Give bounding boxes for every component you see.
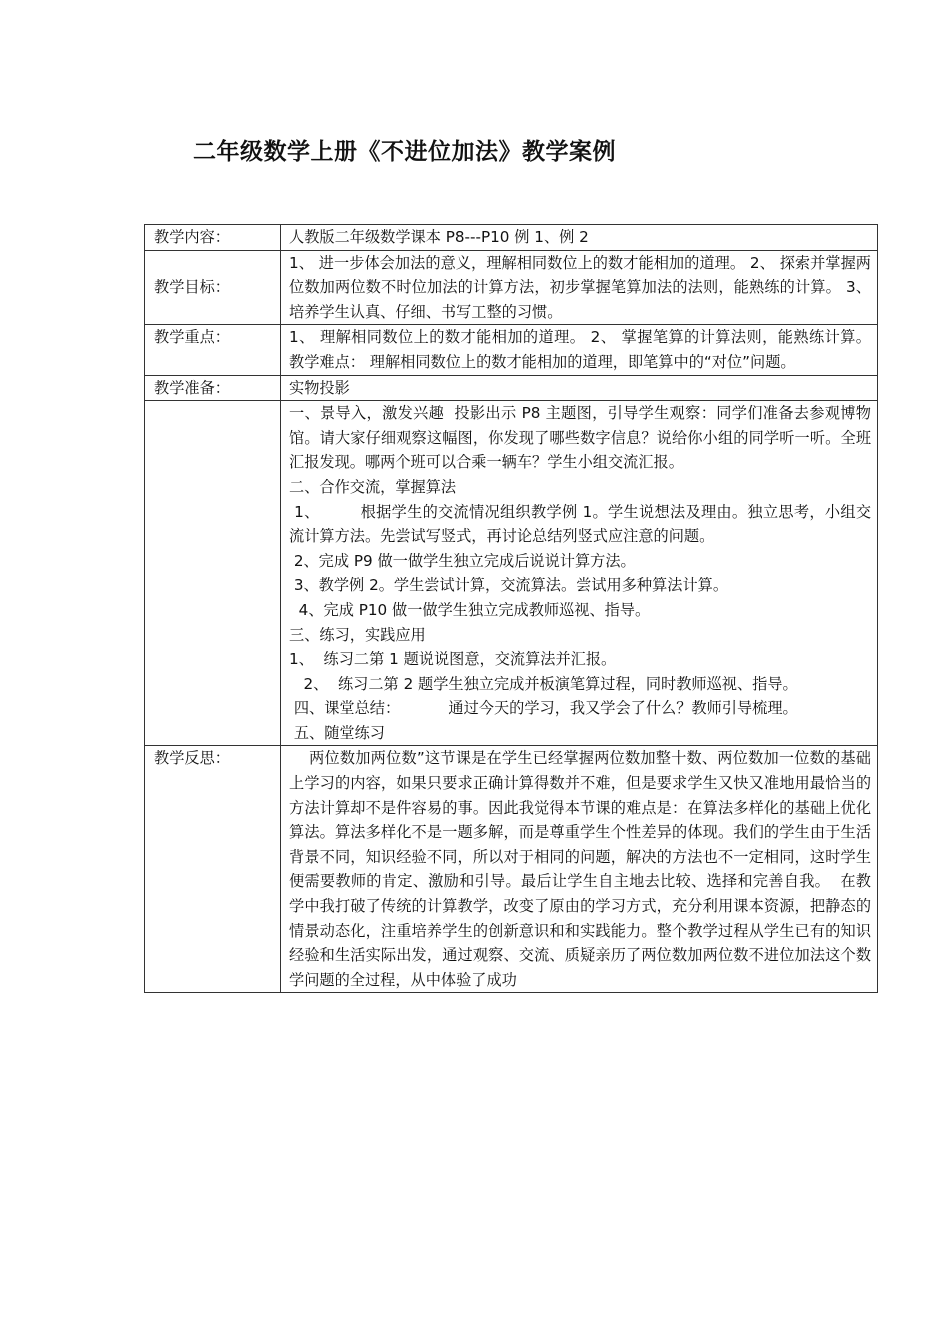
teaching-process-label [145,401,281,746]
process-paragraph: 2、完成 P9 做一做学生独立完成后说说计算方法。 [289,551,636,570]
table-row-prep [145,375,878,401]
reflection-paragraph: 两位数加两位数”这节课是在学生已经掌握两位数加整十数、两位数加一位数的基础上学习的内容，如果只要求正确计算得数并不难，但是要求学生又快又准地用最恰当的方法计算却不是件容易的事。因此我觉得本节课的难点是：在算法多样化的基础上优化算法。算法多样化不是一题多解，而是尊重学生个性差异的体现。我们的学生由于生活背景不同，知识经验不同，所以对于相同的问题，解决的方法也不一定相同，这时学生便需要教师的肯定、激励和引导。最后让学生自主地去比较、选择和完善自我。 在教学中我打破了传统的计算教学，改变了原由的学习方式，充分利用课本资源，把静态的情景动态化，注重培养学生的创新意识和和实践能力。整个教学过程从学生已有的知识经验和生活实际出发，通过观察、交流、质疑亲历了两位数加两位数不进位加法这个数学问题的全过程，从中体验了成功 [289,749,871,989]
table-row-focus [145,325,878,375]
teaching-process-value [281,401,878,746]
page-title: 二年级数学上册《不进位加法》教学案例 [193,139,616,165]
table-row-goals [145,250,878,325]
process-paragraph: 五、随堂练习 [289,723,385,742]
teaching-focus-value: 1、 理解相同数位上的数才能相加的道理。 2、 掌握笔算的计算法则，能熟练计算。 教学难点： 理解相同数位上的数才能相加的道理，即笔算中的“对位”问题。 [281,325,878,375]
teaching-goals-label: 教学目标： [145,250,281,325]
table-row-reflection [145,746,878,993]
process-paragraph: 三、练习，实践应用 [289,625,426,644]
process-paragraph: 一、景导入，激发兴趣 投影出示 P8 主题图，引导学生观察：同学们准备去参观博物馆。请大家仔细观察这幅图，你发现了哪些数字信息？说给你小组的同学听一听。全班汇报发现。哪两个班可以合乘一辆车？学生小组交流汇报。 [289,404,871,472]
process-paragraph: 1、 根据学生的交流情况组织教学例 1。学生说想法及理由。独立思考，小组交流计算方法。先尝试写竖式，再讨论总结列竖式应注意的问题。 [289,502,872,546]
teaching-goals-value: 1、 进一步体会加法的意义，理解相同数位上的数才能相加的道理。 2、 探索并掌握两位数加两位数不时位加法的计算方法，初步掌握笔算加法的法则，能熟练的计算。 3、 培养学生认真、仔细、书写工整的习惯。 [281,250,878,325]
lesson-plan-table [144,224,878,993]
teaching-content-label: 教学内容： [145,225,281,251]
table-row-content [145,225,878,251]
process-paragraph: 1、 练习二第 1 题说说图意，交流算法并汇报。 [289,650,617,669]
teaching-focus-label: 教学重点： [145,325,281,375]
process-paragraph: 3、教学例 2。学生尝试计算，交流算法。尝试用多种算法计算。 [289,576,729,595]
teaching-prep-label: 教学准备： [145,375,281,401]
table-row-process [145,401,878,746]
process-paragraph: 四、课堂总结： 通过今天的学习，我又学会了什么？教师引导梳理。 [289,699,798,718]
teaching-content-value: 人教版二年级数学课本 P8---P10 例 1、例 2 [281,225,878,251]
process-paragraph: 二、合作交流，掌握算法 [289,477,457,496]
teaching-reflection-label: 教学反思： [145,746,281,993]
teaching-reflection-value [281,746,878,993]
teaching-prep-value: 实物投影 [281,375,878,401]
process-paragraph: 4、完成 P10 做一做学生独立完成教师巡视、指导。 [289,600,651,619]
process-paragraph: 2、 练习二第 2 题学生独立完成并板演笔算过程，同时教师巡视、指导。 [289,674,798,693]
